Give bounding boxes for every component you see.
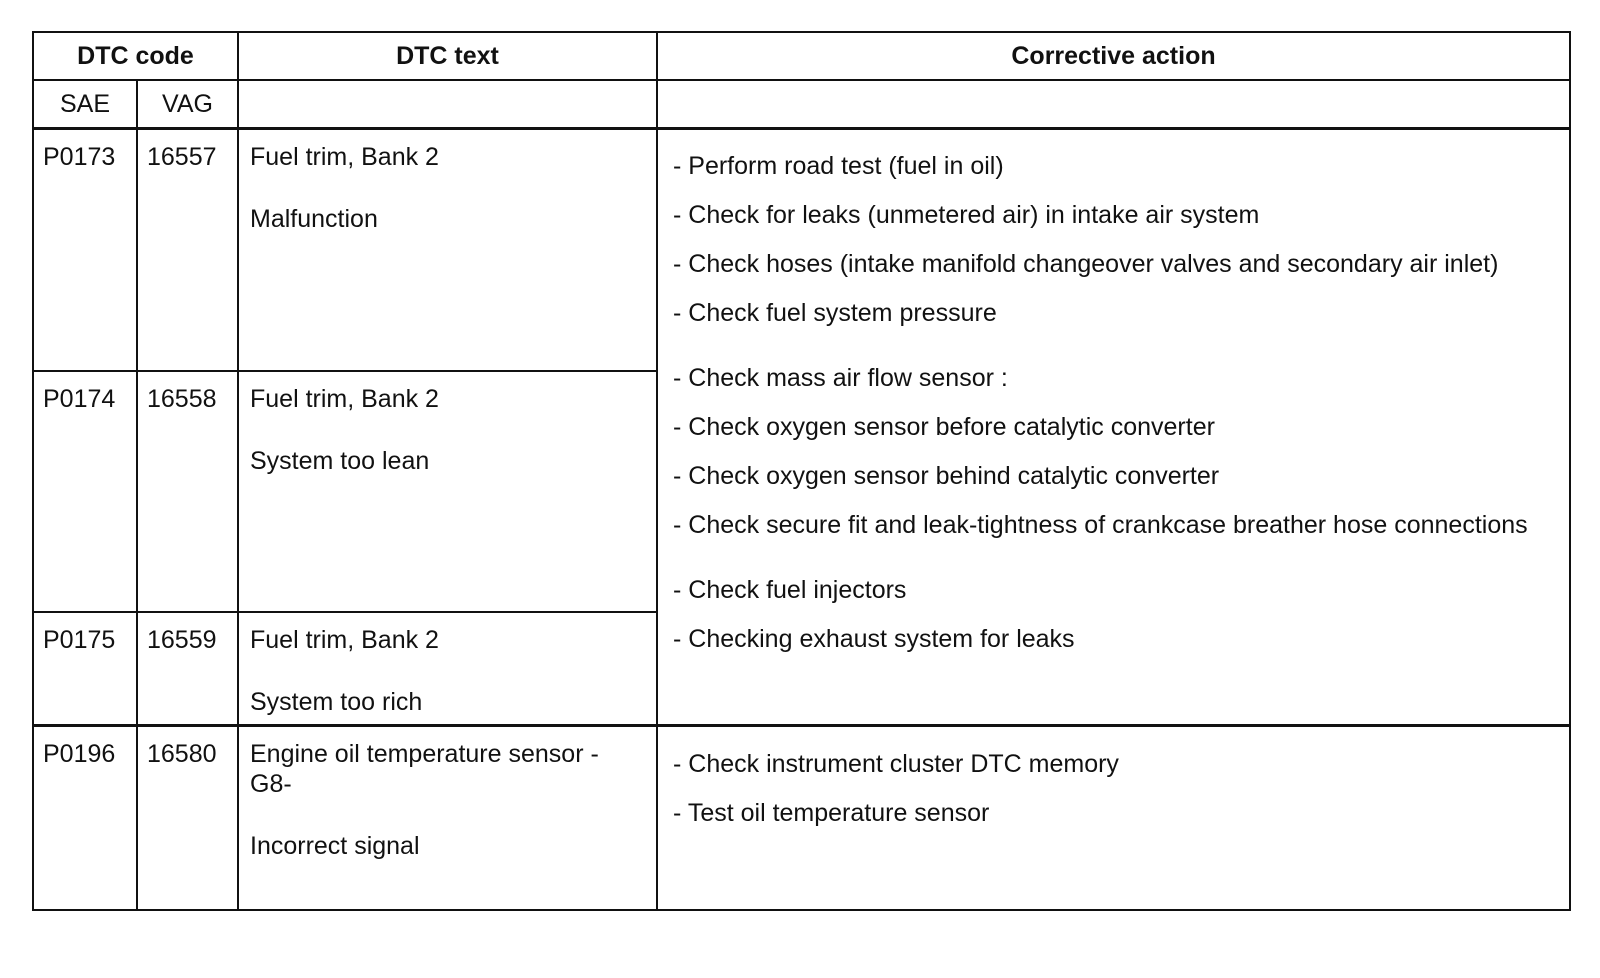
dtc-text-cell [238,129,657,371]
dtc-text-line2: System too lean [250,446,430,475]
dtc-text-line2: Incorrect signal [250,832,420,860]
header-corrective-action: Corrective action [657,32,1570,80]
sae-code: P0173 [33,129,137,371]
header-empty-text [238,80,657,129]
dtc-text-cell [238,371,657,612]
table-row [33,129,1570,371]
action-item: - Check fuel system pressure [673,299,997,327]
action-item: - Check mass air flow sensor : [673,364,1008,392]
sae-code: P0174 [33,371,137,612]
action-item: - Check fuel injectors [673,576,907,604]
action-item: - Test oil temperature sensor [673,799,990,827]
action-item: - Check oxygen sensor behind catalytic converter [673,462,1220,490]
action-item: - Check hoses (intake manifold changeover valves and secondary air inlet) [673,250,1499,278]
vag-code: 16557 [137,129,238,371]
dtc-text-line1: Fuel trim, Bank 2 [250,384,439,413]
dtc-table [32,31,1571,911]
vag-code: 16558 [137,371,238,612]
header-dtc-code: DTC code [33,32,238,80]
dtc-text-line1: Fuel trim, Bank 2 [250,625,439,654]
dtc-table-frame [32,31,1569,934]
dtc-text-line2: System too rich [250,687,423,716]
dtc-text-line2: Malfunction [250,205,378,233]
header-dtc-text: DTC text [238,32,657,80]
dtc-text-cell [238,726,657,910]
sae-code: P0175 [33,612,137,726]
corrective-action-cell-group2 [657,726,1570,910]
header-sae: SAE [33,80,137,129]
action-item: - Perform road test (fuel in oil) [673,152,1004,180]
header-vag: VAG [137,80,238,129]
sae-code: P0196 [33,726,137,910]
dtc-text-line1: Fuel trim, Bank 2 [250,143,439,171]
action-item: - Check for leaks (unmetered air) in intake air system [673,201,1260,229]
header-row [33,32,1570,80]
subheader-row [33,80,1570,129]
dtc-text-cell [238,612,657,726]
action-item: - Check oxygen sensor before catalytic converter [673,413,1215,441]
action-item: - Check secure fit and leak-tightness of crankcase breather hose connections [673,511,1528,539]
table-row [33,726,1570,910]
header-empty-action [657,80,1570,129]
dtc-text-line1: Engine oil temperature sensor -G8- [250,740,599,798]
action-item: - Check instrument cluster DTC memory [673,750,1119,778]
vag-code: 16559 [137,612,238,726]
corrective-action-cell-group1 [657,129,1570,726]
action-item: - Checking exhaust system for leaks [673,625,1075,653]
vag-code: 16580 [137,726,238,910]
